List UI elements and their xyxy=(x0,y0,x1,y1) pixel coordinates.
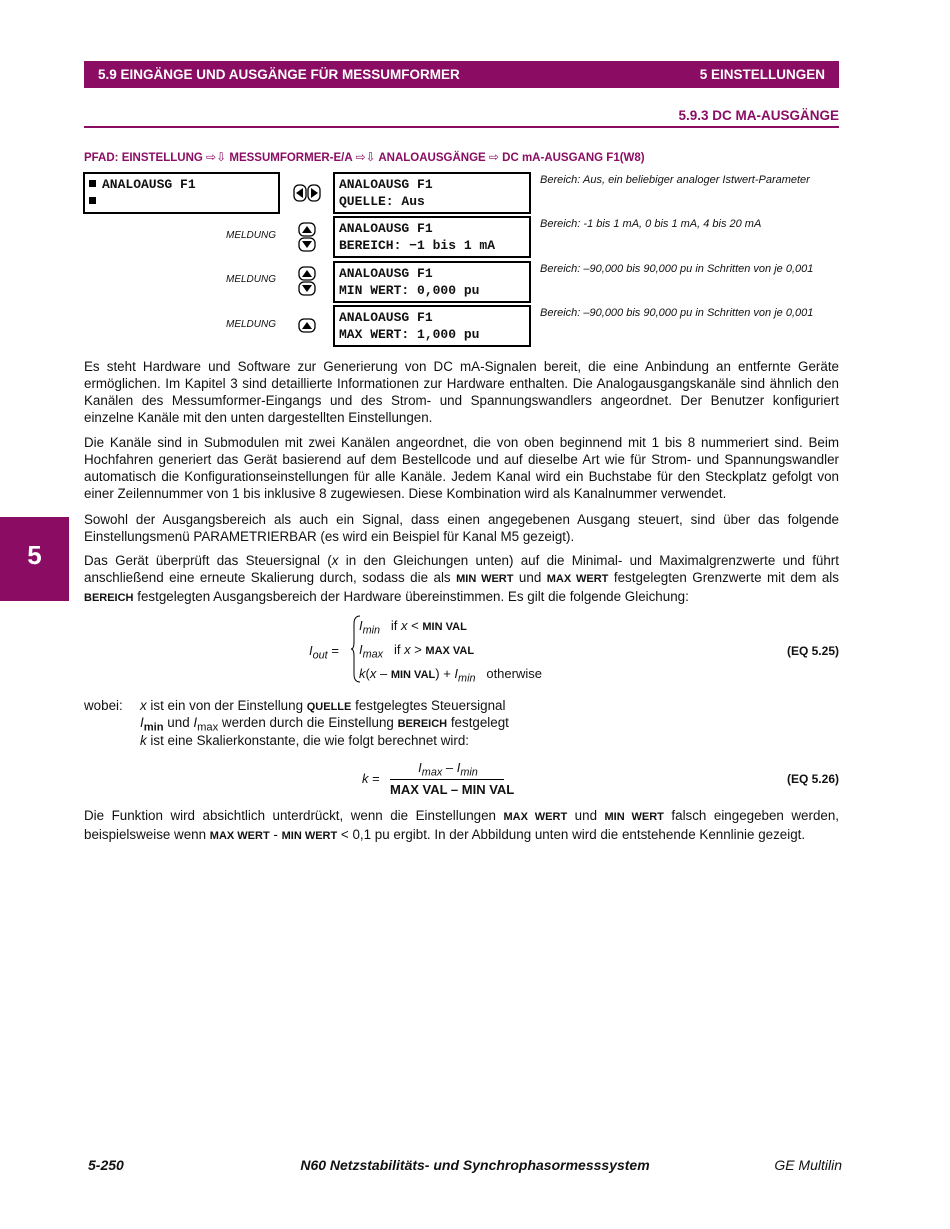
setting-value: BEREICH: −1 bis 1 mA xyxy=(339,238,496,253)
paragraph: Die Funktion wird absichtlich unterdrückt, wenn die Einstellungen MAX WERT und MIN WERT falsch eingegeben werden, beispielsweise wenn MAX WERT - MIN WERT < 0,1 pu ergibt. In der Abbildung unten wird die entstehende Kennlinie gezeigt. xyxy=(84,808,840,842)
section-header-bar xyxy=(84,61,839,88)
path-part: DC mA-AUSGANG F1(W8) xyxy=(502,152,645,164)
fraction-denominator: MAX VAL – MIN VAL xyxy=(390,782,515,797)
equation-lhs: $I_{out}$ = xyxy=(309,643,339,662)
up-down-icon xyxy=(298,266,316,296)
setting-value: MIN WERT: 0,000 pu xyxy=(339,283,480,298)
up-down-icon xyxy=(298,222,316,252)
message-label: MELDUNG xyxy=(225,319,276,330)
setting-range: Bereich: –90,000 bis 90,000 pu in Schritten von je 0,001 xyxy=(540,263,814,275)
where-label: wobei: xyxy=(84,698,123,713)
setting-line: ANALOAUSG F1 xyxy=(339,177,433,192)
menu-display xyxy=(83,172,280,214)
chapter-tab: 5 xyxy=(0,517,69,601)
chapter-title: 5 EINSTELLUNGEN xyxy=(699,67,825,82)
message-label: MELDUNG xyxy=(225,230,276,241)
setting-range: Bereich: Aus, ein beliebiger analoger Istwert-Parameter xyxy=(540,174,810,186)
left-right-icon xyxy=(293,184,321,202)
setting-display xyxy=(333,261,531,303)
where-line-3: k ist eine Skalierkonstante, die wie folgt berechnet wird: xyxy=(140,733,469,748)
setting-line: ANALOAUSG F1 xyxy=(339,310,433,325)
where-line-1: x ist ein von der Einstellung QUELLE festgelegtes Steuersignal xyxy=(140,698,506,713)
publisher: GE Multilin xyxy=(774,1157,842,1173)
path-part: PFAD: EINSTELLUNG xyxy=(84,152,203,164)
menu-line: ANALOAUSG F1 xyxy=(102,177,196,192)
equation-case-1: $I_{min}$ if x < MIN VAL xyxy=(359,618,467,637)
path-arrow-icon: ⇨⇩ xyxy=(355,150,376,164)
fraction-bar xyxy=(390,779,504,780)
menu-path xyxy=(84,150,645,164)
setting-value: MAX WERT: 1,000 pu xyxy=(339,327,480,342)
paragraph: Sowohl der Ausgangsbereich als auch ein Signal, dass einen angegebenen Ausgang steuert, sind über das folgende Einstellungsmenü PARAMETRIERBAR (es wird ein Beispiel für Kanal M5 gezeigt). xyxy=(84,512,839,544)
setting-value: QUELLE: Aus xyxy=(339,194,425,209)
where-line-2: $I_{min}$ und $I_{max}$ werden durch die Einstellung BEREICH festgelegt xyxy=(140,715,509,734)
paragraph: Die Kanäle sind in Submodulen mit zwei Kanälen angeordnet, die von oben beginnend mit 1 bis 8 nummeriert sind. Beim Hochfahren generiert das Gerät basierend auf dem Bestellcode und auf dieselbe Art wie für Strom- und Spannungswandler automatisch die Konfigurationseinstellungen für alle Kanäle. Jedem Kanal wird ein Buchstabe für den Steckplatz gefolgt von einer Zeilennummer von 1 bis inklusive 8 zugewiesen. Diese Kombination wird als Kanalnummer verwendet. xyxy=(84,435,839,501)
setting-line: ANALOAUSG F1 xyxy=(339,221,433,236)
setting-display xyxy=(333,172,531,214)
path-part: ANALOAUSGÄNGE xyxy=(378,152,486,164)
bullet-square-icon xyxy=(89,180,96,187)
bullet-square-icon xyxy=(89,197,96,204)
path-arrow-icon: ⇨⇩ xyxy=(206,150,227,164)
subsection-title: 5.9.3 DC MA-AUSGÄNGE xyxy=(678,108,839,123)
equation-k-lhs: k = xyxy=(362,771,380,786)
equation-case-2: $I_{max}$ if x > MAX VAL xyxy=(359,642,475,661)
fraction-numerator: $I_{max} - I_{min}$ xyxy=(418,760,478,779)
setting-display xyxy=(333,305,531,347)
setting-display xyxy=(333,216,531,258)
path-arrow-icon: ⇨ xyxy=(488,150,499,164)
setting-range: Bereich: -1 bis 1 mA, 0 bis 1 mA, 4 bis 20 mA xyxy=(540,218,762,230)
setting-range: Bereich: –90,000 bis 90,000 pu in Schritten von je 0,001 xyxy=(540,307,814,319)
path-part: MESSUMFORMER-E/A xyxy=(229,152,353,164)
equation-label: (EQ 5.25) xyxy=(786,644,839,658)
up-icon xyxy=(298,318,316,334)
equation-label: (EQ 5.26) xyxy=(786,772,839,786)
page-number: 5-250 xyxy=(88,1157,124,1173)
paragraph: Das Gerät überprüft das Steuersignal (x in den Gleichungen unten) auf die Minimal- und Maximalgrenzwerte und führt anschließend eine erneute Skalierung durch, sodass die als MIN WERT und MAX WERT festgelegten Grenzwerte mit dem als BEREICH festgelegten Ausgangsbereich der Hardware übereinstimmen. Es gilt die folgende Gleichung: xyxy=(84,553,839,604)
document-title: N60 Netzstabilitäts- und Synchrophasormesssystem xyxy=(300,1157,650,1173)
paragraph: Es steht Hardware und Software zur Generierung von DC mA-Signalen bereit, die eine Anbindung an entfernte Geräte ermöglichen. Im Kapitel 3 sind detaillierte Informationen zur Hardware enthalten. Die Analogausgangskanäle sind ähnlich den Kanälen des Messumformer-Eingangs und des Strom- und Spannungswandlers angeordnet. Der Benutzer konfiguriert einzelne Kanäle mit den unten dargestellten Einstellungen. xyxy=(84,359,839,425)
subsection-rule xyxy=(84,126,839,128)
setting-line: ANALOAUSG F1 xyxy=(339,266,433,281)
message-label: MELDUNG xyxy=(225,274,276,285)
equation-case-3: k(x – MIN $VAL) + I_{min}$ otherwise xyxy=(359,666,542,685)
section-title: 5.9 EINGÄNGE UND AUSGÄNGE FÜR MESSUMFORMER xyxy=(98,67,460,82)
